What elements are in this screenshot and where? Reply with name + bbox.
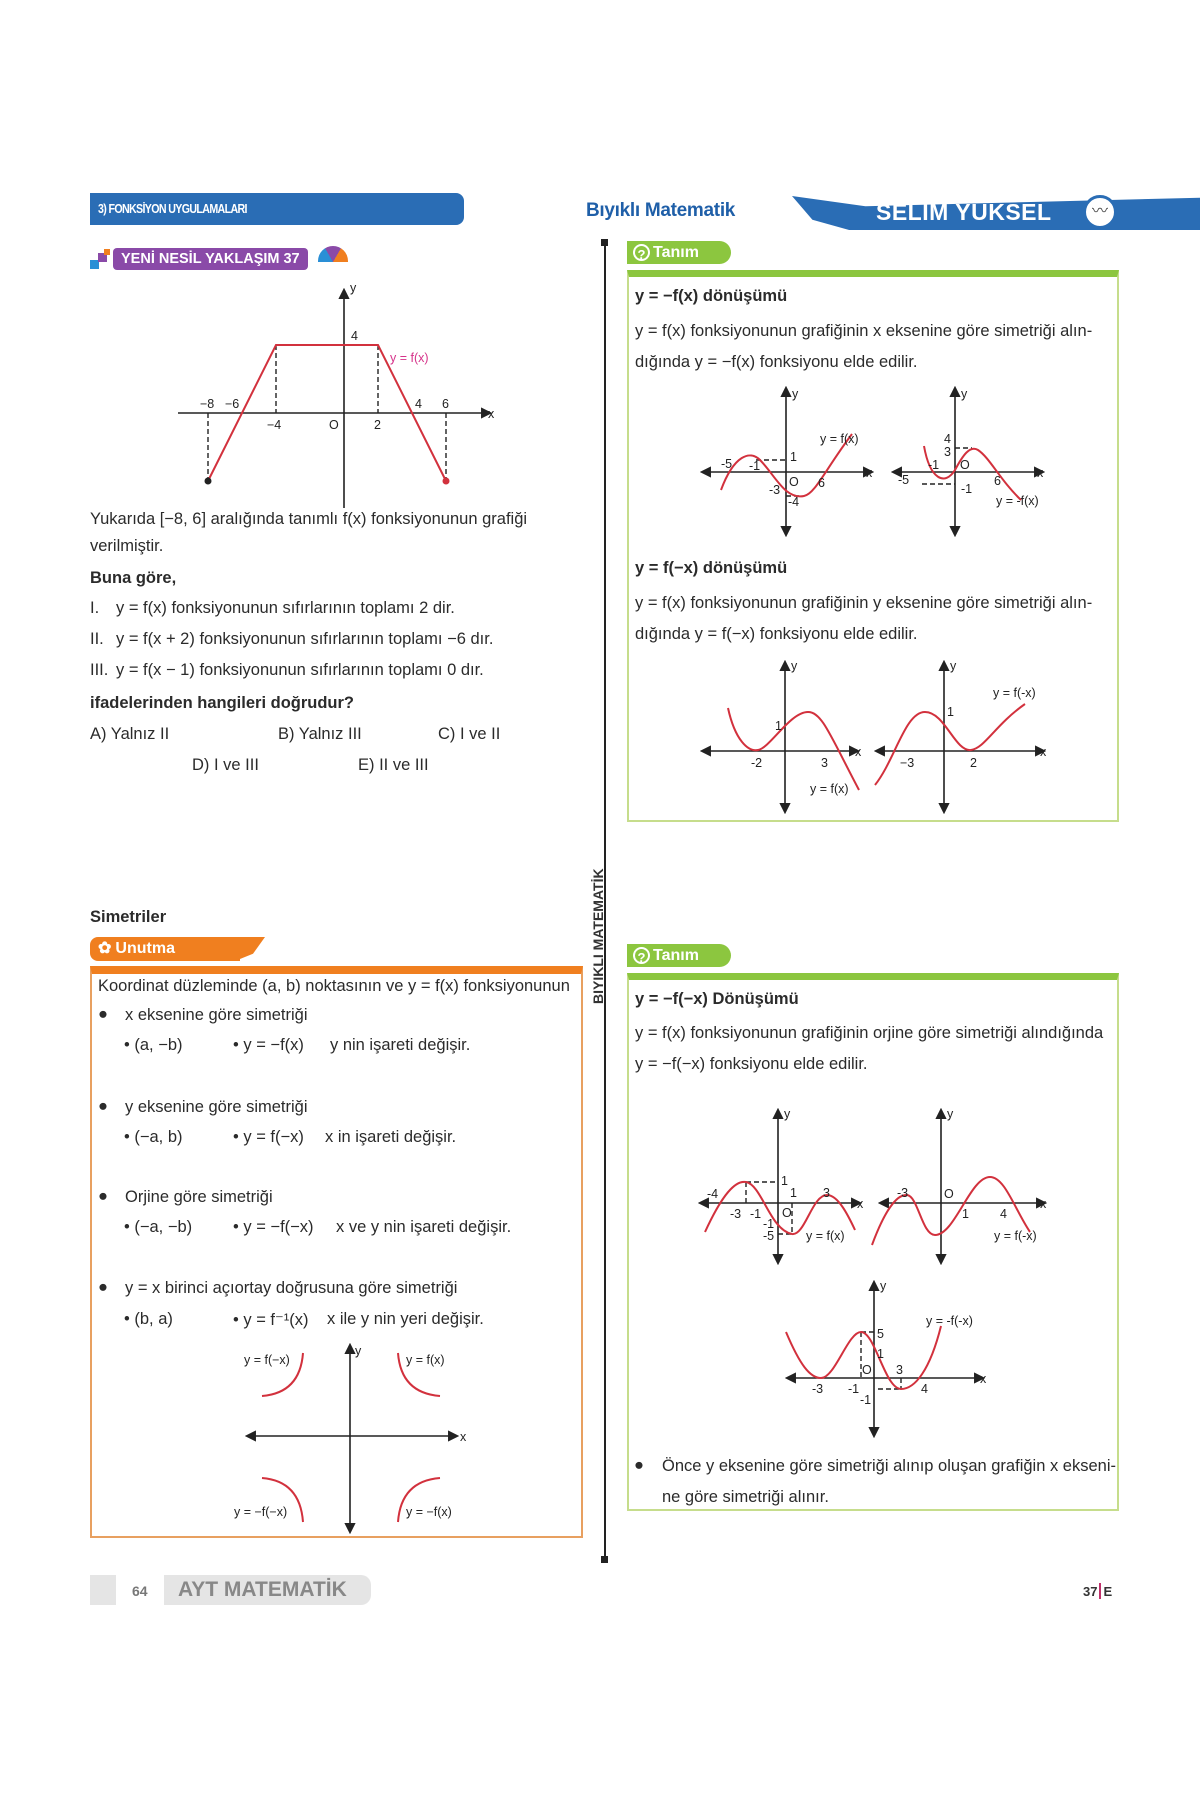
statement-num: III.	[90, 661, 109, 679]
x-tick: −8	[200, 397, 215, 411]
y-axis-label: y	[947, 1107, 954, 1121]
section-text: y = f(x) fonksiyonunun grafiğinin orjine göre simetriği alındığında	[635, 1024, 1104, 1042]
option-a[interactable]: A) Yalnız II	[90, 725, 170, 743]
tick: 1	[775, 719, 782, 733]
tick: 1	[790, 450, 797, 464]
x-tick: 6	[442, 397, 449, 411]
brand-name: Bıyıklı Matematik	[586, 200, 736, 221]
tanim-label: Tanım	[653, 947, 699, 964]
question-intro: Yukarıda [−8, 6] aralığında tanımlı f(x) fonksiyonunun grafiği	[90, 510, 528, 528]
y-tick: 4	[351, 329, 358, 343]
tick: -2	[751, 756, 763, 770]
tick: 6	[994, 474, 1001, 488]
graph-f-x-3	[700, 1107, 864, 1263]
tick: -5	[763, 1229, 775, 1243]
y-axis-label: y	[950, 659, 957, 673]
x-axis-label: x	[857, 1197, 864, 1211]
function-curve	[705, 1182, 855, 1234]
tick: -5	[898, 473, 910, 487]
curve-label: y = f(-x)	[994, 1229, 1037, 1243]
symmetry-point: • (a, −b)	[124, 1036, 183, 1054]
flower-icon: ✿	[98, 940, 112, 957]
tick: 1	[947, 705, 954, 719]
symmetry-intro: Koordinat düzleminde (a, b) noktasının ve y = f(x) fonksiyonunun	[98, 977, 570, 995]
x-axis-label: x	[1040, 1197, 1047, 1211]
graph-neg-f-neg-x	[786, 1279, 987, 1436]
tick: 2	[970, 756, 977, 770]
curve-label: y = f(x)	[806, 1229, 845, 1243]
option-c[interactable]: C) I ve II	[438, 725, 501, 743]
y-axis-label: y	[350, 281, 357, 295]
tick: 1	[877, 1347, 884, 1361]
curve-label: y = f(x)	[406, 1353, 445, 1367]
symmetry-heading: Simetriler	[90, 908, 167, 926]
tick: -5	[721, 457, 733, 471]
x-axis-label: x	[1040, 745, 1047, 759]
x-axis-label: x	[980, 1372, 987, 1386]
func-value: y = f⁻¹(x)	[243, 1311, 309, 1329]
symmetry-func: • y = −f(x)	[233, 1036, 304, 1054]
tick: 4	[944, 432, 951, 446]
tick: O	[782, 1206, 792, 1220]
tick: −3	[900, 756, 915, 770]
page-number: 37	[1083, 1584, 1098, 1599]
tick: -3	[769, 483, 781, 497]
statement-num: II.	[90, 630, 104, 648]
endpoint-dot	[205, 478, 212, 485]
tick: -3	[812, 1382, 824, 1396]
page-number-left: 64	[132, 1583, 148, 1599]
option-b[interactable]: B) Yalnız III	[278, 725, 362, 743]
tick: -4	[707, 1187, 719, 1201]
tick: -1	[848, 1382, 860, 1396]
y-axis-label: y	[784, 1107, 791, 1121]
question-icon: ?	[633, 947, 650, 964]
section-title: y = −f(−x) Dönüşümü	[635, 990, 799, 1008]
tick: -1	[749, 459, 761, 473]
x-tick: 2	[374, 418, 381, 432]
curve-label: y = −f(−x)	[234, 1505, 288, 1519]
curve-label: y = f(x)	[390, 351, 429, 365]
statement-text: y = f(x + 2) fonksiyonunun sıfırlarının toplamı −6 dır.	[116, 630, 494, 648]
function-curve	[728, 708, 859, 790]
curve-label: y = f(x)	[820, 432, 859, 446]
tanim-label: Tanım	[653, 244, 699, 261]
author-name: SELİM YÜKSEL	[876, 199, 1052, 225]
y-axis-label: y	[880, 1279, 887, 1293]
bullet-icon: ●	[98, 1187, 108, 1205]
section-text: dığında y = f(−x) fonksiyonu elde edilir.	[635, 625, 918, 643]
tick: -1	[961, 482, 973, 496]
curve-label: y = -f(x)	[996, 494, 1039, 508]
statement-text: y = f(x) fonksiyonunun sıfırlarının toplamı 2 dir.	[116, 599, 455, 617]
x-axis-label: x	[1037, 466, 1044, 480]
question-graph	[178, 281, 495, 508]
section-text: y = f(x) fonksiyonunun grafiğinin y eksenine göre simetriği alın-	[635, 594, 1093, 612]
mustache-logo-icon: 〰	[1083, 195, 1117, 229]
symmetry-point: • (−a, b)	[124, 1128, 183, 1146]
tick: -1	[860, 1393, 872, 1407]
bullet-icon: ●	[98, 1005, 108, 1023]
tick: -1	[928, 458, 940, 472]
note-text: ne göre simetriği alınır.	[662, 1488, 829, 1506]
symmetry-title: x eksenine göre simetriği	[125, 1006, 308, 1024]
tick: 3	[821, 756, 828, 770]
tick: 1	[781, 1174, 788, 1188]
x-axis-label: x	[855, 745, 862, 759]
symmetry-note: x ile y nin yeri değişir.	[327, 1310, 484, 1328]
x-tick: −4	[267, 418, 282, 432]
point-value: (−a, b)	[134, 1128, 183, 1146]
tick: 4	[921, 1382, 928, 1396]
tick: 1	[962, 1207, 969, 1221]
footer-title: AYT MATEMATİK	[164, 1575, 371, 1605]
x-tick: O	[329, 418, 339, 432]
tick: 4	[1000, 1207, 1007, 1221]
tick: -4	[788, 495, 800, 509]
function-curve	[786, 1326, 941, 1389]
note-text: Önce y eksenine göre simetriği alınıp oluşan grafiğin x ekseni-	[662, 1457, 1116, 1475]
symmetry-title: y = x birinci açıortay doğrusuna göre simetriği	[125, 1279, 458, 1297]
curve-label: y = -f(-x)	[926, 1314, 973, 1328]
tick: O	[944, 1187, 954, 1201]
symmetry-func: • y = f(−x)	[233, 1128, 304, 1146]
side-brand-text: BIYIKLI MATEMATİK	[590, 868, 606, 1004]
graph-f-neg-x	[875, 659, 1047, 812]
symmetry-point: • (b, a)	[124, 1310, 173, 1328]
x-axis-label: x	[866, 466, 873, 480]
symmetry-title: y eksenine göre simetriği	[125, 1098, 308, 1116]
new-generation-badge: YENİ NESİL YAKLAŞIM 37	[113, 248, 308, 270]
graph-neg-f-x	[893, 387, 1044, 535]
tick: 3	[944, 445, 951, 459]
point-value: (a, −b)	[134, 1036, 183, 1054]
func-value: y = −f(x)	[243, 1036, 304, 1054]
point-value: (−a, −b)	[134, 1218, 193, 1236]
tick: -3	[730, 1207, 742, 1221]
question-icon: ?	[633, 244, 650, 261]
curve-label: y = f(−x)	[244, 1353, 290, 1367]
question-prompt: ifadelerinden hangileri doğrudur?	[90, 694, 355, 712]
x-axis-label: x	[488, 407, 495, 421]
x-tick: 4	[415, 397, 422, 411]
x-axis-label: x	[460, 1430, 467, 1444]
tick: O	[789, 475, 799, 489]
y-axis-label: y	[792, 387, 799, 401]
tick: 1	[790, 1186, 797, 1200]
quadrant-graph	[234, 1344, 467, 1532]
section-text: dığında y = −f(x) fonksiyonu elde edilir.	[635, 353, 918, 371]
chapter-title: 3) FONKSİYON UYGULAMALARI	[98, 201, 247, 216]
symmetry-note: x in işareti değişir.	[325, 1128, 457, 1146]
tick: -1	[750, 1207, 762, 1221]
symmetry-note: y nin işareti değişir.	[330, 1036, 471, 1054]
func-value: y = f(−x)	[243, 1128, 304, 1146]
tick: O	[862, 1363, 872, 1377]
curve-label: y = f(-x)	[993, 686, 1036, 700]
symmetry-title: Orjine göre simetriği	[125, 1188, 273, 1206]
statement-text: y = f(x − 1) fonksiyonunun sıfırlarının toplamı 0 dır.	[116, 661, 484, 679]
graph-f-x-2	[702, 659, 862, 812]
y-axis-label: y	[961, 387, 968, 401]
edition-letter: E	[1103, 1584, 1113, 1599]
tick: 3	[823, 1186, 830, 1200]
endpoint-dot	[443, 478, 450, 485]
graph-f-neg-x-2	[872, 1107, 1047, 1263]
option-d[interactable]: D) I ve III	[192, 756, 259, 774]
curve-label: y = f(x)	[810, 782, 849, 796]
bullet-icon: ●	[634, 1456, 644, 1474]
x-tick: −6	[225, 397, 240, 411]
symmetry-func: • y = −f(−x)	[233, 1218, 314, 1236]
section-text: y = f(x) fonksiyonunun grafiğinin x eksenine göre simetriği alın-	[635, 322, 1093, 340]
tick: 3	[896, 1363, 903, 1377]
symmetry-point: • (−a, −b)	[124, 1218, 193, 1236]
tick: 5	[877, 1327, 884, 1341]
question-lead: Buna göre,	[90, 569, 177, 587]
point-value: (b, a)	[134, 1310, 173, 1328]
tick: -3	[897, 1186, 909, 1200]
bullet-icon: ●	[98, 1278, 108, 1296]
symmetry-func: • y = f⁻¹(x)	[233, 1311, 309, 1329]
section-title: y = f(−x) dönüşümü	[635, 559, 788, 577]
unutma-label: Unutma	[115, 940, 175, 957]
y-axis-label: y	[791, 659, 798, 673]
function-curve	[924, 446, 1021, 500]
graph-f-x	[702, 387, 873, 535]
section-text: y = −f(−x) fonksiyonu elde edilir.	[635, 1055, 868, 1073]
func-value: y = −f(−x)	[243, 1218, 314, 1236]
option-e[interactable]: E) II ve III	[358, 756, 429, 774]
y-axis-label: y	[355, 1344, 362, 1358]
bullet-icon: ●	[98, 1097, 108, 1115]
section-title: y = −f(x) dönüşümü	[635, 287, 788, 305]
tick: -1	[763, 1217, 775, 1231]
tick: O	[960, 458, 970, 472]
statement-num: I.	[90, 599, 100, 617]
tick: 6	[818, 476, 825, 490]
question-intro-2: verilmiştir.	[90, 537, 164, 555]
curve-label: y = −f(x)	[406, 1505, 452, 1519]
symmetry-note: x ve y nin işareti değişir.	[336, 1218, 512, 1236]
